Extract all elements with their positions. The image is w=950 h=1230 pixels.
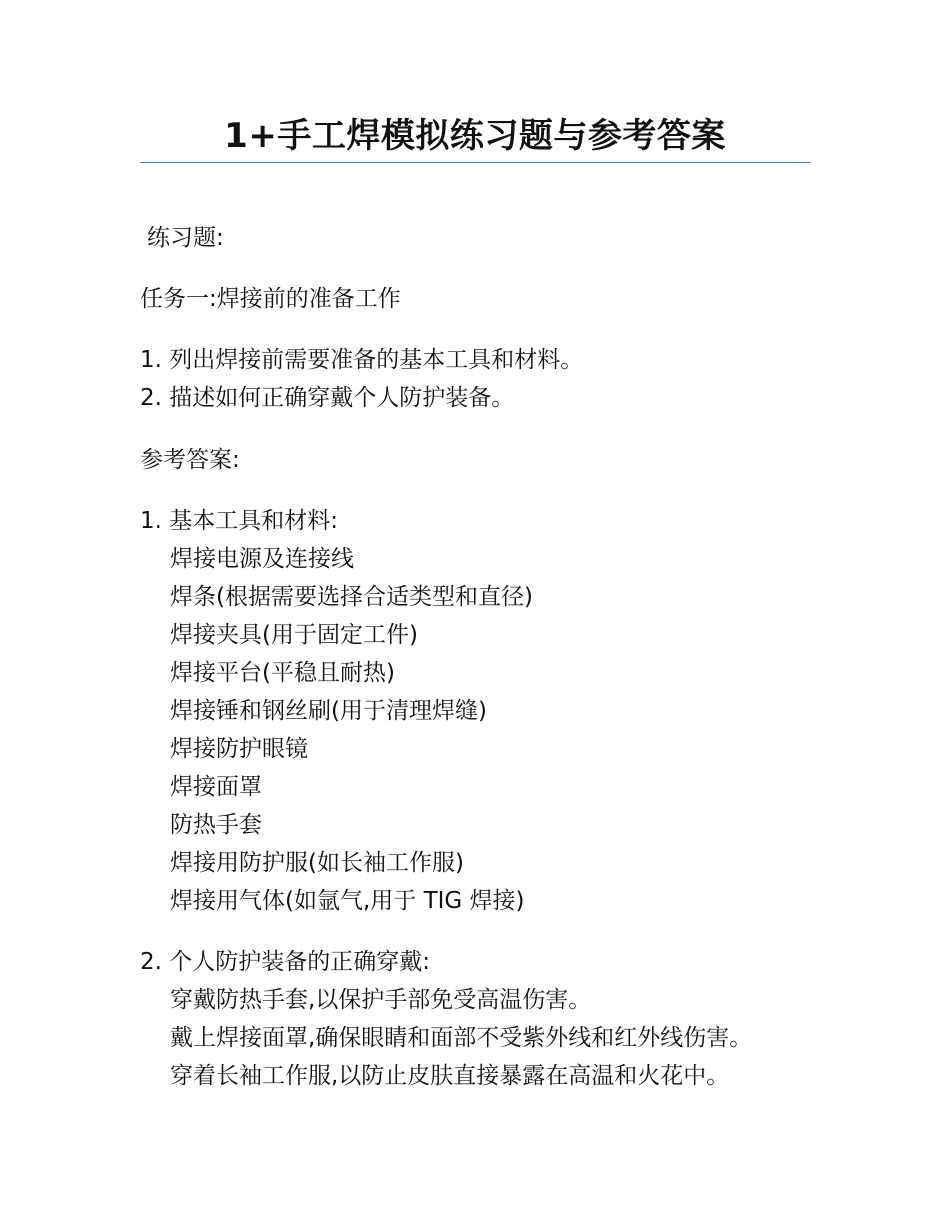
- answers-label: 参考答案:: [140, 447, 240, 473]
- answer1-item: 焊接面罩: [170, 774, 262, 800]
- task-heading: 任务一:焊接前的准备工作: [140, 286, 401, 312]
- answer1-item: 焊条(根据需要选择合适类型和直径): [170, 584, 533, 610]
- practice-label: 练习题:: [147, 225, 224, 251]
- title-underline: [140, 162, 810, 163]
- question-item: 2. 描述如何正确穿戴个人防护装备。: [140, 385, 515, 411]
- answer1-item: 焊接夹具(用于固定工件): [170, 622, 418, 648]
- question-item: 1. 列出焊接前需要准备的基本工具和材料。: [140, 347, 584, 373]
- answer1-item: 焊接锤和钢丝刷(用于清理焊缝): [170, 698, 487, 724]
- answer1-item: 焊接防护眼镜: [170, 736, 308, 762]
- answer1-item: 焊接用防护服(如长袖工作服): [170, 850, 464, 876]
- answer1-item: 防热手套: [170, 812, 262, 838]
- answer2-item: 戴上焊接面罩,确保眼睛和面部不受紫外线和红外线伤害。: [170, 1025, 753, 1051]
- answer1-item: 焊接平台(平稳且耐热): [170, 660, 395, 686]
- answer1-item: 焊接用气体(如氩气,用于 TIG 焊接): [170, 888, 525, 914]
- answer2-item: 穿戴防热手套,以保护手部免受高温伤害。: [170, 987, 592, 1013]
- answer1-heading: 1. 基本工具和材料:: [140, 508, 339, 534]
- answer1-item: 焊接电源及连接线: [170, 546, 354, 572]
- answer2-item: 穿着长袖工作服,以防止皮肤直接暴露在高温和火花中。: [170, 1063, 730, 1089]
- document-title: 1+手工焊模拟练习题与参考答案: [224, 116, 726, 156]
- answer2-heading: 2. 个人防护装备的正确穿戴:: [140, 949, 431, 975]
